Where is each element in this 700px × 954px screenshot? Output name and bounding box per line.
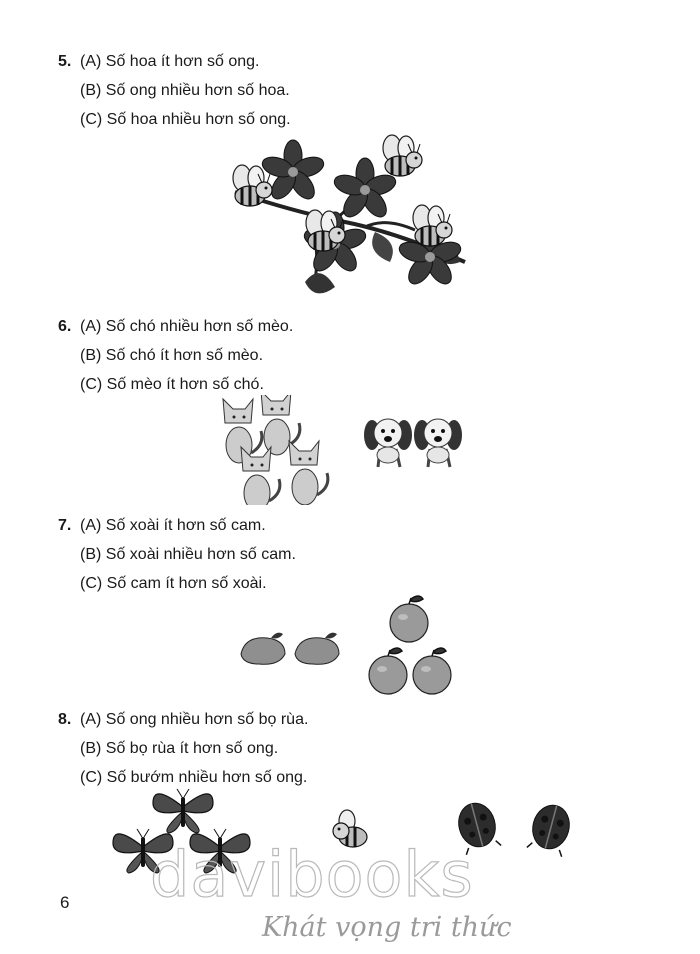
option-c: (C) Số cam ít hơn số xoài. [80,575,267,592]
page-number: 6 [60,893,70,912]
question-5 [58,47,291,134]
option-b: (B) Số ong nhiều hơn số hoa. [80,82,290,99]
option-a: (A) Số hoa ít hơn số ong. [80,53,260,70]
flowers-bees-illustration [215,132,475,302]
mangoes-oranges-illustration [235,595,465,700]
question-7 [58,511,296,598]
option-b: (B) Số chó ít hơn số mèo. [80,347,264,364]
watermark: davibooks [150,838,474,911]
question-number: 6. [58,318,72,335]
option-a: (A) Số chó nhiều hơn số mèo. [80,318,294,335]
tagline: Khát vọng tri thức [262,912,512,943]
question-6 [58,312,293,399]
option-c: (C) Số hoa nhiều hơn số ong. [80,111,291,128]
option-b: (B) Số bọ rùa ít hơn số ong. [80,740,279,757]
question-number: 5. [58,53,72,70]
option-a: (A) Số xoài ít hơn số cam. [80,517,266,534]
option-c: (C) Số mèo ít hơn số chó. [80,376,264,393]
option-b: (B) Số xoài nhiều hơn số cam. [80,546,296,563]
question-number: 8. [58,711,72,728]
question-8 [58,705,308,792]
question-number: 7. [58,517,72,534]
cats-dogs-illustration [215,395,475,505]
option-a: (A) Số ong nhiều hơn số bọ rùa. [80,711,309,728]
option-c: (C) Số bướm nhiều hơn số ong. [80,769,308,786]
